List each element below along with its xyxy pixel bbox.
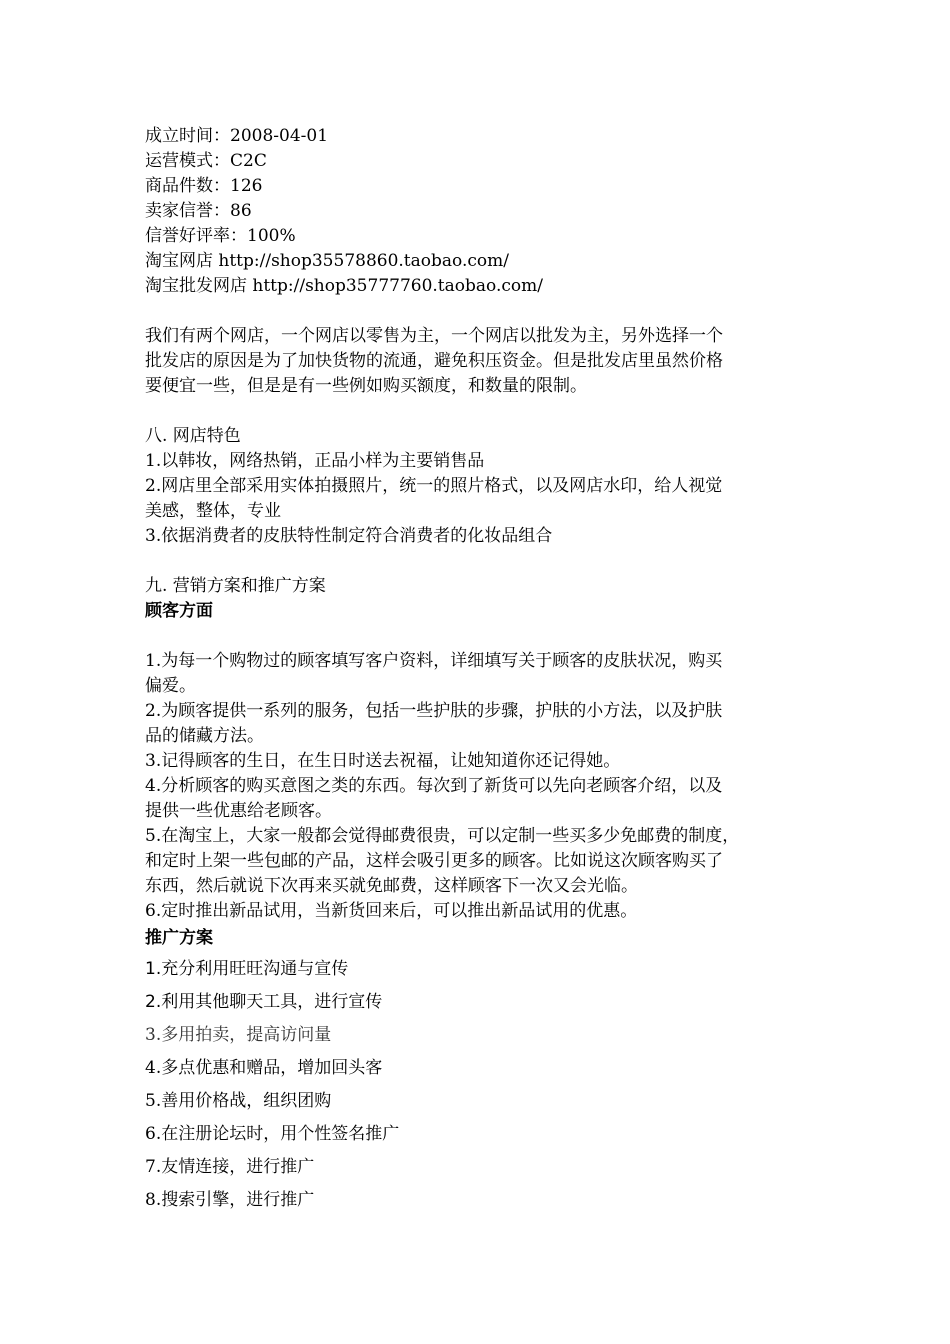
- spacer: [145, 399, 815, 424]
- seller-credit: 卖家信誉：86: [145, 201, 252, 221]
- customer-item: 4.分析顾客的购买意图之类的东西。每次到了新货可以先向老顾客介绍，以及: [145, 776, 723, 796]
- promotion-item: 1.充分利用旺旺沟通与宣传: [145, 959, 349, 979]
- promotion-item: 3.多用拍卖，提高访问量: [145, 1025, 332, 1045]
- spacer: [145, 549, 815, 574]
- promotion-heading: 推广方案: [145, 928, 213, 948]
- spacer: [145, 624, 815, 649]
- intro-line: 批发店的原因是为了加快货物的流通，避免积压资金。但是批发店里虽然价格: [145, 351, 723, 371]
- customer-item-continued: 提供一些优惠给老顾客。: [145, 801, 332, 821]
- wholesale-shop-link: 淘宝批发网店 http://shop35777760.taobao.com/: [145, 276, 543, 296]
- section-title-features: 八. 网店特色: [145, 426, 241, 446]
- promotion-item: 4.多点优惠和赠品，增加回头客: [145, 1058, 383, 1078]
- customer-item: 6.定时推出新品试用，当新货回来后，可以推出新品试用的优惠。: [145, 901, 638, 921]
- customer-item-continued: 东西，然后就说下次再来买就免邮费，这样顾客下一次又会光临。: [145, 876, 638, 896]
- customer-item: 3.记得顾客的生日，在生日时送去祝福，让她知道你还记得她。: [145, 751, 621, 771]
- feature-item-continued: 美感，整体，专业: [145, 501, 281, 521]
- positive-rating: 信誉好评率：100%: [145, 226, 296, 246]
- customer-item: 2.为顾客提供一系列的服务，包括一些护肤的步骤，护肤的小方法，以及护肤: [145, 701, 723, 721]
- promotion-item: 6.在注册论坛时，用个性签名推广: [145, 1124, 400, 1144]
- section-title-marketing: 九. 营销方案和推广方案: [145, 576, 326, 596]
- feature-item: 2.网店里全部采用实体拍摄照片，统一的照片格式，以及网店水印，给人视觉: [145, 476, 723, 496]
- customer-item-continued: 偏爱。: [145, 676, 196, 696]
- promotion-item: 8.搜索引擎，进行推广: [145, 1190, 315, 1210]
- feature-item: 1.以韩妆，网络热销，正品小样为主要销售品: [145, 451, 485, 471]
- item-count: 商品件数：126: [145, 176, 263, 196]
- founded-date: 成立时间：2008-04-01: [145, 126, 329, 146]
- intro-line: 我们有两个网店，一个网店以零售为主，一个网店以批发为主，另外选择一个: [145, 326, 723, 346]
- customer-item: 1.为每一个购物过的顾客填写客户资料，详细填写关于顾客的皮肤状况，购买: [145, 651, 723, 671]
- retail-shop-link: 淘宝网店 http://shop35578860.taobao.com/: [145, 251, 509, 271]
- customer-item: 5.在淘宝上，大家一般都会觉得邮费很贵，可以定制一些买多少免邮费的制度，: [145, 826, 740, 846]
- feature-item: 3.依据消费者的皮肤特性制定符合消费者的化妆品组合: [145, 526, 553, 546]
- customer-item-continued: 品的储藏方法。: [145, 726, 264, 746]
- promotion-item: 7.友情连接，进行推广: [145, 1157, 315, 1177]
- customer-item-continued: 和定时上架一些包邮的产品，这样会吸引更多的顾客。比如说这次顾客购买了: [145, 851, 723, 871]
- promotion-item: 2.利用其他聊天工具，进行宣传: [145, 992, 383, 1012]
- intro-line: 要便宜一些，但是是有一些例如购买额度，和数量的限制。: [145, 376, 587, 396]
- operation-mode: 运营模式：C2C: [145, 151, 267, 171]
- customer-heading: 顾客方面: [145, 601, 213, 621]
- spacer: [145, 299, 815, 324]
- promotion-item: 5.善用价格战，组织团购: [145, 1091, 332, 1111]
- document-body: [145, 124, 815, 1217]
